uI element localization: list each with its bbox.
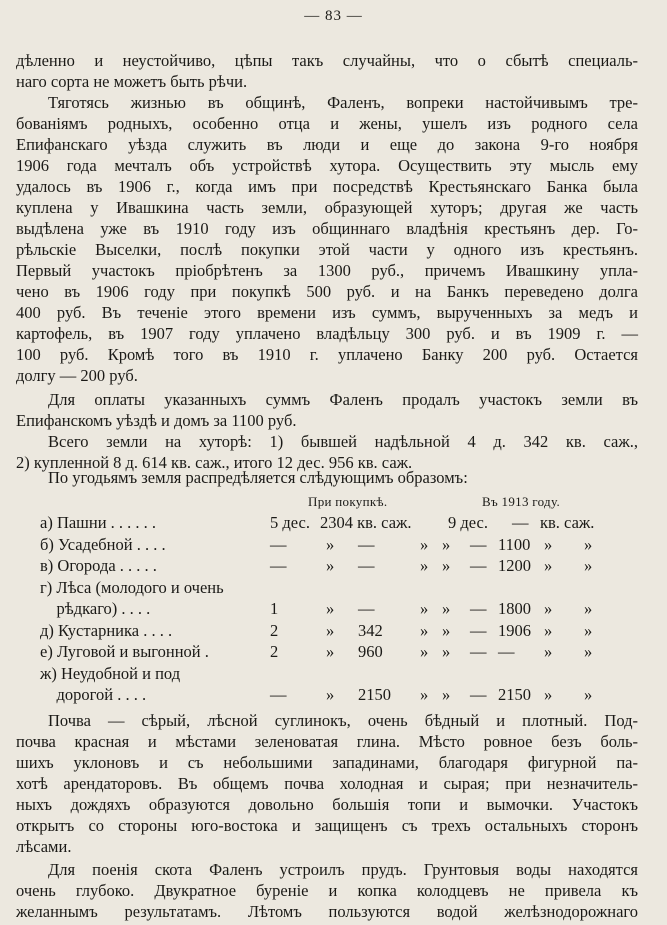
table-row: [40, 598, 640, 620]
text-line: Епифанскаго уѣзда служить въ люди и еще до закона 9-го ноября: [16, 135, 638, 154]
cell: 342: [358, 620, 383, 640]
paragraph-1: [16, 50, 638, 92]
text-line: очень глубоко. Двукратное буренiе и копка колодцевъ не привела къ: [16, 881, 638, 900]
cell: —: [470, 620, 487, 640]
text-line: куплена у Ивашкина часть земли, образующей хуторъ; другая же часть: [16, 198, 638, 217]
paragraph-7: [16, 859, 638, 922]
cell: »: [544, 642, 553, 661]
table-row: [40, 641, 640, 663]
row-label: дорогой . . . .: [40, 685, 147, 704]
paragraph-2: [16, 92, 638, 386]
cell: »: [544, 599, 553, 618]
table-row: [40, 534, 640, 556]
cell: »: [442, 556, 451, 575]
text-line: картофель, въ 1907 году уплачено владѣльцу 300 руб. и въ 1909 г. —: [16, 324, 638, 343]
cell: —: [358, 534, 375, 554]
cell: »: [584, 620, 593, 640]
cell: »: [442, 685, 451, 704]
text-line: Для поенiя скота Фаленъ устроилъ прудъ. Грунтовыя воды находятся: [48, 860, 638, 879]
text-line: хотѣ арендаторовъ. Въ общемъ почва холодная и сырая; при незначитель-: [16, 774, 638, 793]
cell: »: [584, 556, 593, 575]
cell: 2: [270, 620, 279, 640]
cell: 2304 кв. саж.: [320, 513, 412, 532]
cell: »: [420, 556, 429, 575]
row-label: д) Кустарника . . . .: [40, 620, 173, 640]
paragraph-3: [16, 389, 638, 431]
cell: 960: [358, 642, 383, 661]
cell: —: [270, 685, 287, 704]
text-line: 2) купленной 8 д. 614 кв. саж., итого 12 дес. 956 кв. саж.: [16, 453, 413, 472]
cell: »: [442, 534, 451, 554]
cell: »: [326, 620, 335, 640]
row-label: ж) Неудобной и под: [40, 663, 181, 683]
cell: —: [358, 556, 375, 575]
text-line: бованiямъ родныхъ, особенно отца и жены, ушелъ изъ родного села: [16, 114, 638, 133]
table-row: [40, 512, 640, 534]
text-line: выдѣлена уже въ 1910 году изъ общиннаго владѣнiя крестьянъ дер. Го-: [16, 219, 638, 238]
table-row: [40, 555, 640, 577]
text-line: лѣсами.: [16, 837, 72, 856]
cell: »: [584, 685, 593, 704]
text-line: желаннымъ результатамъ. Лѣтомъ пользуются водой желѣзнодорожнаго: [16, 902, 638, 921]
cell: 2: [270, 642, 279, 661]
cell: »: [420, 620, 429, 640]
table-header-1913: Въ 1913 году.: [482, 494, 560, 509]
cell: —: [358, 599, 375, 618]
text-line: почва красная и мѣстами зеленоватая глина. Мѣсто ровное безъ боль-: [16, 732, 638, 751]
cell: 5 дес.: [270, 513, 310, 532]
cell: 1800: [498, 599, 531, 618]
cell: »: [420, 534, 429, 554]
cell: »: [326, 599, 335, 618]
table-header-purchase: При покупкѣ.: [308, 494, 388, 509]
cell: кв. саж.: [540, 513, 595, 532]
row-label: г) Лѣса (молодого и очень: [40, 577, 224, 597]
cell: 1100: [498, 534, 531, 554]
table-row: [40, 577, 640, 599]
cell: 1: [270, 599, 279, 618]
text-line: Тяготясь жизнью въ общинѣ, Фаленъ, вопреки настойчивымъ тре-: [48, 93, 638, 112]
text-line: 1906 года мечталъ объ устройствѣ хутора. Осуществить эту мысль ему: [16, 156, 638, 175]
row-label: б) Усадебной . . . .: [40, 534, 166, 554]
cell: »: [326, 685, 335, 704]
cell: »: [442, 599, 451, 618]
paragraph-6: [16, 710, 638, 857]
cell: —: [498, 642, 515, 661]
text-line: По угодьямъ земля распредѣляется слѣдующимъ образомъ:: [48, 468, 468, 487]
text-line: удалось въ 1906 г., когда имъ при посредствѣ Крестьянскаго Банка была: [16, 177, 638, 196]
cell: 2150: [358, 685, 391, 704]
row-label: рѣдкаго) . . . .: [40, 599, 151, 618]
cell: »: [326, 534, 335, 554]
cell: »: [544, 556, 553, 575]
cell: —: [470, 599, 487, 618]
table-row: [40, 663, 640, 685]
cell: —: [470, 534, 487, 554]
paragraph-5: [16, 467, 638, 488]
cell: 2150: [498, 685, 531, 704]
text-line: Почва — сѣрый, лѣсной суглинокъ, очень бѣдный и плотный. Под-: [48, 711, 638, 730]
text-line: 100 руб. Кромѣ того въ 1910 г. уплачено Банку 200 руб. Остается: [16, 345, 638, 364]
text-line: открытъ со стороны юго-востока и защищенъ съ трехъ остальныхъ сторонъ: [16, 816, 638, 835]
row-label: а) Пашни . . . . . .: [40, 513, 157, 532]
cell: —: [512, 513, 529, 532]
cell: »: [544, 534, 553, 554]
cell: »: [544, 685, 553, 704]
cell: »: [584, 534, 593, 554]
text-line: Всего земли на хуторѣ: 1) бывшей надѣльной 4 д. 342 кв. саж.,: [48, 432, 638, 451]
cell: »: [442, 620, 451, 640]
cell: 1906: [498, 620, 531, 640]
row-label: е) Луговой и выгонной .: [40, 642, 209, 661]
text-line: 400 руб. Въ теченiе этого времени изъ суммъ, вырученныхъ за медъ и: [16, 303, 638, 322]
table-row: [40, 620, 640, 642]
cell: »: [584, 599, 593, 618]
land-table: [40, 512, 640, 706]
text-line: Епифанскомъ уѣздѣ и домъ за 1100 руб.: [16, 411, 297, 430]
cell: —: [470, 685, 487, 704]
page-number: — 83 —: [304, 8, 363, 24]
cell: 1200: [498, 556, 531, 575]
cell: —: [470, 556, 487, 575]
cell: —: [270, 556, 287, 575]
text-line: дѣленно и неустойчиво, цѣпы такъ случайны, что о сбытѣ специаль-: [16, 51, 638, 70]
cell: —: [270, 534, 287, 554]
cell: »: [544, 620, 553, 640]
text-line: долгу — 200 руб.: [16, 366, 138, 385]
text-line: шихъ уклоновъ и съ небольшими западинами, благодаря фигурной па-: [16, 753, 638, 772]
cell: »: [420, 599, 429, 618]
text-line: наго сорта не можетъ быть рѣчи.: [16, 72, 248, 91]
text-line: рѣльскiе Выселки, послѣ покупки этой части у одного изъ крестьянъ.: [16, 240, 638, 259]
cell: »: [420, 642, 429, 661]
text-line: чено въ 1906 году при покупкѣ 500 руб. и на Банкъ переведено долга: [16, 282, 638, 301]
row-label: в) Огорода . . . . .: [40, 556, 157, 575]
cell: »: [326, 642, 335, 661]
cell: »: [420, 685, 429, 704]
text-line: Первый участокъ прiобрѣтенъ за 1300 руб., причемъ Ивашкину упла-: [16, 261, 638, 280]
cell: »: [442, 642, 451, 661]
cell: »: [326, 556, 335, 575]
cell: 9 дес.: [448, 513, 488, 532]
cell: »: [584, 642, 593, 661]
text-line: ныхъ дождяхъ образуются довольно большiя топи и вымочки. Участокъ: [16, 795, 638, 814]
cell: —: [470, 642, 487, 661]
table-row: [40, 684, 640, 706]
text-line: Для оплаты указанныхъ суммъ Фаленъ продалъ участокъ земли въ: [48, 390, 638, 409]
